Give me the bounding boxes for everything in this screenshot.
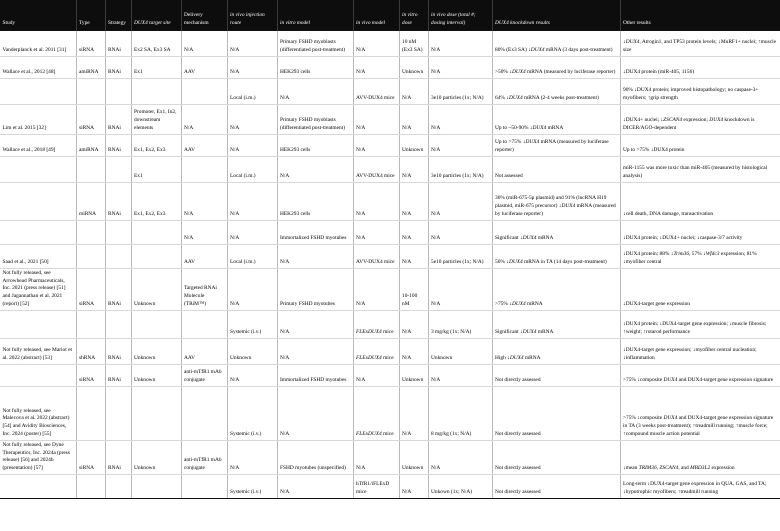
cell-other-results: ↓DUX4 protein (miR-405, 1156) bbox=[620, 57, 780, 79]
cell-knockdown-results: Not directly assessed bbox=[492, 386, 620, 440]
table-row bbox=[0, 245, 780, 269]
cell-injection-route: Systemic (i.v.) bbox=[227, 475, 277, 499]
table-row bbox=[0, 475, 780, 499]
cell-strategy bbox=[105, 221, 131, 245]
cell-in-vivo-dose: N/A bbox=[428, 269, 492, 311]
cell-target-site: Unknown bbox=[131, 269, 181, 311]
cell-in-vitro-dose: N/A bbox=[399, 79, 428, 105]
cell-study bbox=[0, 475, 76, 499]
cell-type: miRNA bbox=[76, 183, 105, 221]
cell-target-site: Ex1, Ex2, Ex3 bbox=[131, 135, 181, 157]
cell-in-vivo-model: N/A bbox=[353, 221, 399, 245]
cell-knockdown-results: High ↓DUX4 mRNA bbox=[492, 338, 620, 364]
cell-in-vitro-dose: N/A bbox=[399, 475, 428, 499]
cell-other-results: ↓DUX4+ nuclei; ↓ZSCAN4 expression; DUX4 knockdown is DICER/AGO-dependent bbox=[620, 105, 780, 135]
cell-in-vitro-model: Primary FSHD myoblasts (differentiated post-treatment) bbox=[277, 105, 353, 135]
cell-strategy: RNAi bbox=[105, 364, 131, 386]
cell-knockdown-results: Not directly assessed bbox=[492, 475, 620, 499]
cell-other-results: ↓mean TRIM36, ZSCAN4, and MBD3L2 expression bbox=[620, 440, 780, 474]
cell-target-site bbox=[131, 386, 181, 440]
cell-delivery: AAV bbox=[181, 338, 227, 364]
column-header-delivery-mechanism: Delivery mechanism bbox=[181, 0, 227, 31]
cell-in-vitro-model: Immortalized FSHD myotubes bbox=[277, 364, 353, 386]
cell-other-results: ↓DUX4 protein; ↓DUX4+ nuclei; ↓caspase-3/7 activity bbox=[620, 221, 780, 245]
cell-type: amiRNA bbox=[76, 57, 105, 79]
cell-in-vivo-dose: N/A bbox=[428, 31, 492, 57]
cell-study bbox=[0, 364, 76, 386]
cell-in-vivo-dose: 3e10 particles (1x; N/A) bbox=[428, 79, 492, 105]
column-header-type: Type bbox=[76, 0, 105, 31]
cell-injection-route: Local (i.m.) bbox=[227, 79, 277, 105]
cell-study: Saad et al., 2021 [50] bbox=[0, 245, 76, 269]
cell-in-vivo-model: AVV-DUX4 mice bbox=[353, 157, 399, 183]
cell-in-vivo-dose: 5e10 particles (1x; N/A) bbox=[428, 245, 492, 269]
table-row bbox=[0, 364, 780, 386]
cell-type bbox=[76, 475, 105, 499]
cell-type bbox=[76, 79, 105, 105]
cell-injection-route: Local (i.m.) bbox=[227, 245, 277, 269]
table-row bbox=[0, 269, 780, 311]
cell-type: shRNA bbox=[76, 338, 105, 364]
column-header-in-vitro-model: in vitro model bbox=[277, 0, 353, 31]
cell-strategy bbox=[105, 245, 131, 269]
column-header-dux4-knockdown-results: DUX4 knockdown results bbox=[492, 0, 620, 31]
cell-in-vitro-dose: N/A bbox=[399, 245, 428, 269]
cell-in-vivo-model: N/A bbox=[353, 440, 399, 474]
cell-type: amiRNA bbox=[76, 135, 105, 157]
cell-delivery: N/A bbox=[181, 105, 227, 135]
cell-type: siRNA bbox=[76, 105, 105, 135]
cell-in-vivo-model: N/A bbox=[353, 364, 399, 386]
table-row bbox=[0, 386, 780, 440]
cell-knockdown-results: Up to >75% ↓DUX4 mRNA (measured by luciferase reporter) bbox=[492, 135, 620, 157]
cell-delivery: AAV bbox=[181, 245, 227, 269]
cell-knockdown-results: Up to ~50-90% ↓DUX4 mRNA bbox=[492, 105, 620, 135]
cell-strategy bbox=[105, 310, 131, 338]
cell-type: siRNA bbox=[76, 364, 105, 386]
table-row bbox=[0, 157, 780, 183]
cell-study: Not fully released, see Malecova et al. 2022 (abstract) [54] and Avidity Biosciences, Inc. 2024 (poster) [55] bbox=[0, 386, 76, 440]
cell-injection-route: N/A bbox=[227, 440, 277, 474]
cell-in-vitro-model: N/A bbox=[277, 338, 353, 364]
column-header-in-vivo-injection-route: in vivo injection route bbox=[227, 0, 277, 31]
cell-study: Not fully released, see Arrowhead Pharmaceuticals, Inc. 2021 (press release) [51] and Jagannathan et al. 2021 (report) [52] bbox=[0, 269, 76, 311]
cell-study: Lim et al. 2015 [32] bbox=[0, 105, 76, 135]
cell-study bbox=[0, 310, 76, 338]
table-row bbox=[0, 310, 780, 338]
cell-injection-route: N/A bbox=[227, 221, 277, 245]
cell-target-site bbox=[131, 221, 181, 245]
cell-in-vivo-dose: Unknown bbox=[428, 338, 492, 364]
cell-study bbox=[0, 221, 76, 245]
column-header-in-vivo-dose: in vivo dose (total #; dosing interval) bbox=[428, 0, 492, 31]
table-row bbox=[0, 79, 780, 105]
cell-target-site: Ex1, Ex2, Ex3 bbox=[131, 183, 181, 221]
cell-other-results: >75% ↓composite DUX4 and DUX4-target gene expression signature bbox=[620, 364, 780, 386]
column-header-other-results: Other results bbox=[620, 0, 780, 31]
cell-in-vivo-dose: Unkown (1x; N/A) bbox=[428, 475, 492, 499]
cell-type: siRNA bbox=[76, 31, 105, 57]
cell-in-vitro-model: HEK293 cells bbox=[277, 135, 353, 157]
cell-knockdown-results: Not directly assessed bbox=[492, 440, 620, 474]
cell-in-vivo-dose: 3e10 particles (1x; N/A) bbox=[428, 157, 492, 183]
cell-in-vivo-model: FLExDUX4 mice bbox=[353, 310, 399, 338]
cell-in-vitro-model: N/A bbox=[277, 245, 353, 269]
cell-injection-route: Systemic (i.v.) bbox=[227, 386, 277, 440]
cell-in-vivo-dose: N/A bbox=[428, 364, 492, 386]
cell-delivery: N/A bbox=[181, 183, 227, 221]
cell-strategy: RNAi bbox=[105, 105, 131, 135]
cell-in-vitro-dose: Unknown bbox=[399, 57, 428, 79]
cell-target-site: Ex1 bbox=[131, 57, 181, 79]
cell-strategy: RNAi bbox=[105, 269, 131, 311]
cell-other-results: ↓cell death, DNA damage, transactivation bbox=[620, 183, 780, 221]
table-row bbox=[0, 440, 780, 474]
cell-knockdown-results: Not assessed bbox=[492, 157, 620, 183]
cell-type: siRNA bbox=[76, 440, 105, 474]
cell-injection-route: Unknown bbox=[227, 338, 277, 364]
cell-strategy bbox=[105, 79, 131, 105]
cell-in-vitro-model: N/A bbox=[277, 157, 353, 183]
cell-in-vivo-model: AVV-DUX4 mice bbox=[353, 79, 399, 105]
cell-target-site bbox=[131, 475, 181, 499]
cell-in-vivo-dose: 3 mg/kg (1x; N/A) bbox=[428, 310, 492, 338]
cell-study: Wallace et al., 2018 [49] bbox=[0, 135, 76, 157]
cell-other-results: Up to >75% ↓DUX4 protein bbox=[620, 135, 780, 157]
cell-in-vitro-dose: 10-100 nM bbox=[399, 269, 428, 311]
cell-in-vitro-model: N/A bbox=[277, 79, 353, 105]
cell-delivery bbox=[181, 310, 227, 338]
cell-other-results: 90% ↓DUX4 protein; improved histopathology; no caspase-3+ myofibers; ↑grip strength bbox=[620, 79, 780, 105]
cell-in-vivo-model: N/A bbox=[353, 31, 399, 57]
cell-type bbox=[76, 386, 105, 440]
cell-knockdown-results: >50% ↓DUX4 mRNA (measured by luciferase reporter) bbox=[492, 57, 620, 79]
cell-in-vitro-dose: N/A bbox=[399, 338, 428, 364]
cell-strategy: RNAi bbox=[105, 135, 131, 157]
cell-target-site bbox=[131, 79, 181, 105]
cell-in-vitro-dose: N/A bbox=[399, 183, 428, 221]
table-header bbox=[0, 0, 780, 31]
cell-delivery: Targeted RNAi Molecule (TRiM™) bbox=[181, 269, 227, 311]
cell-in-vitro-dose: N/A bbox=[399, 105, 428, 135]
cell-target-site bbox=[131, 310, 181, 338]
cell-in-vitro-model: N/A bbox=[277, 475, 353, 499]
cell-type bbox=[76, 310, 105, 338]
cell-delivery: anti-mTfR1 mAb conjugate bbox=[181, 364, 227, 386]
cell-target-site bbox=[131, 245, 181, 269]
table-row bbox=[0, 338, 780, 364]
cell-injection-route: N/A bbox=[227, 57, 277, 79]
cell-strategy bbox=[105, 386, 131, 440]
cell-knockdown-results: >75% ↓DUX4 mRNA bbox=[492, 269, 620, 311]
table-body bbox=[0, 31, 780, 499]
cell-in-vitro-model: HEK293 cells bbox=[277, 57, 353, 79]
cell-in-vivo-dose: N/A bbox=[428, 57, 492, 79]
cell-delivery: N/A bbox=[181, 31, 227, 57]
cell-study: Vanderplanck et al. 2011 [31] bbox=[0, 31, 76, 57]
cell-injection-route: N/A bbox=[227, 364, 277, 386]
cell-strategy bbox=[105, 475, 131, 499]
cell-other-results: ↓DUX4 protein; 88% ↓Trim36, 57% ↓Wfdc3 expression; 81% ↓myofiber central bbox=[620, 245, 780, 269]
table-row bbox=[0, 105, 780, 135]
cell-type: siRNA bbox=[76, 269, 105, 311]
cell-in-vitro-dose: Unknown bbox=[399, 440, 428, 474]
cell-injection-route: N/A bbox=[227, 183, 277, 221]
table-header-row bbox=[0, 0, 780, 31]
cell-target-site: Ex2 SA, Ex3 SA bbox=[131, 31, 181, 57]
cell-target-site: Unknown bbox=[131, 440, 181, 474]
cell-other-results: ↓DUX4-target gene expression; ↓myofiber central nucleation; ↓inflammation bbox=[620, 338, 780, 364]
cell-other-results: >75% ↓composite DUX4 and DUX4-target gene expression signature in TA (3 weeks post-treatment); ↑treadmill running; ↑muscle force; ↑compound muscle action potential bbox=[620, 386, 780, 440]
table-row bbox=[0, 31, 780, 57]
column-header-dux4-target-site: DUX4 target site bbox=[131, 0, 181, 31]
cell-other-results: ↓DUX4, Atrogin1, and TP53 protein levels; ↓MuRF1+ nuclei; ↑muscle size bbox=[620, 31, 780, 57]
cell-type bbox=[76, 221, 105, 245]
cell-in-vitro-model: FSHD myotubes (unspecified) bbox=[277, 440, 353, 474]
cell-strategy bbox=[105, 157, 131, 183]
cell-knockdown-results: 64% ↓DUX4 mRNA (2-4 weeks post-treatment) bbox=[492, 79, 620, 105]
cell-study bbox=[0, 183, 76, 221]
cell-study: Not fully released, see Mariot et al. 2022 (abstract) [53] bbox=[0, 338, 76, 364]
cell-strategy: RNAi bbox=[105, 440, 131, 474]
cell-in-vivo-model: FLExDUX4 mice bbox=[353, 386, 399, 440]
table-row bbox=[0, 221, 780, 245]
column-header-study: Study bbox=[0, 0, 76, 31]
cell-delivery bbox=[181, 475, 227, 499]
cell-target-site: Promoter, Ex1, In2, downstream elements bbox=[131, 105, 181, 135]
cell-injection-route: Systemic (i.v.) bbox=[227, 310, 277, 338]
cell-in-vitro-dose: N/A bbox=[399, 310, 428, 338]
cell-delivery: AAV bbox=[181, 135, 227, 157]
cell-other-results: ↓DUX4 protein; ↓DUX4-target gene expression; ↓muscle fibrosis; ↑weight; ↑rotarod performance bbox=[620, 310, 780, 338]
cell-target-site: Ex1 bbox=[131, 157, 181, 183]
cell-strategy: RNAi bbox=[105, 338, 131, 364]
cell-delivery bbox=[181, 386, 227, 440]
cell-in-vivo-model: AVV-DUX4 mice bbox=[353, 245, 399, 269]
cell-in-vivo-model: N/A bbox=[353, 269, 399, 311]
cell-in-vivo-model: N/A bbox=[353, 105, 399, 135]
cell-knockdown-results: Significant ↓DUX4 mRNA bbox=[492, 221, 620, 245]
column-header-in-vivo-model: in vivo model bbox=[353, 0, 399, 31]
cell-in-vivo-dose: 8 mg/kg (1x; N/A) bbox=[428, 386, 492, 440]
cell-delivery: N/A bbox=[181, 221, 227, 245]
cell-in-vivo-model: FLExDUX4 mice bbox=[353, 338, 399, 364]
cell-injection-route: N/A bbox=[227, 135, 277, 157]
cell-knockdown-results: 36% (miR-675-5p plasmid) and 91% (lncRNA H19 plasmid, miR-675 precursor) ↓DUX4 mRNA (measured by luciferase reporter) bbox=[492, 183, 620, 221]
cell-study: Not fully released, see Dyne Therapeutics, Inc. 2024a (press release) [56] and 2024b (presentation) [57] bbox=[0, 440, 76, 474]
cell-in-vitro-dose: N/A bbox=[399, 157, 428, 183]
table-row bbox=[0, 135, 780, 157]
cell-in-vivo-model: N/A bbox=[353, 57, 399, 79]
cell-knockdown-results: 56% ↓DUX4 mRNA in TA (14 days post-treatment) bbox=[492, 245, 620, 269]
cell-study bbox=[0, 157, 76, 183]
cell-knockdown-results: 80% (Ex3 SA) ↓DUX4 mRNA (3 days post-treatment) bbox=[492, 31, 620, 57]
cell-in-vitro-model: Primary FSHD myotubes bbox=[277, 269, 353, 311]
cell-other-results: miR-1155 was more toxic than miR-405 (measured by histological analysis) bbox=[620, 157, 780, 183]
cell-delivery bbox=[181, 157, 227, 183]
cell-strategy: RNAi bbox=[105, 183, 131, 221]
cell-knockdown-results: Significant ↓DUX4 mRNA bbox=[492, 310, 620, 338]
cell-injection-route: N/A bbox=[227, 269, 277, 311]
cell-target-site: Unknown bbox=[131, 338, 181, 364]
cell-injection-route: N/A bbox=[227, 31, 277, 57]
column-header-in-vitro-dose: in vitro dose bbox=[399, 0, 428, 31]
cell-study: Wallace et al., 2012 [48] bbox=[0, 57, 76, 79]
cell-in-vivo-dose: N/A bbox=[428, 183, 492, 221]
cell-in-vivo-dose: N/A bbox=[428, 221, 492, 245]
cell-in-vivo-model: N/A bbox=[353, 183, 399, 221]
cell-injection-route: Local (i.m.) bbox=[227, 157, 277, 183]
cell-injection-route: N/A bbox=[227, 105, 277, 135]
cell-type bbox=[76, 245, 105, 269]
cell-in-vivo-model: N/A bbox=[353, 135, 399, 157]
cell-type bbox=[76, 157, 105, 183]
cell-study bbox=[0, 79, 76, 105]
cell-in-vitro-model: HEK293 cells bbox=[277, 183, 353, 221]
cell-in-vitro-model: N/A bbox=[277, 386, 353, 440]
cell-in-vitro-dose: N/A bbox=[399, 221, 428, 245]
cell-delivery bbox=[181, 79, 227, 105]
table-row bbox=[0, 57, 780, 79]
table-row bbox=[0, 183, 780, 221]
cell-delivery: anti-mTfR1 mAb conjugate bbox=[181, 440, 227, 474]
cell-in-vivo-dose: N/A bbox=[428, 135, 492, 157]
cell-in-vitro-dose: Unknown bbox=[399, 135, 428, 157]
cell-in-vivo-dose: N/A bbox=[428, 440, 492, 474]
cell-in-vitro-model: Immortalized FSHD myotubes bbox=[277, 221, 353, 245]
cell-other-results: ↓DUX4-target gene expression bbox=[620, 269, 780, 311]
cell-strategy: RNAi bbox=[105, 57, 131, 79]
cell-in-vitro-dose: N/A bbox=[399, 386, 428, 440]
cell-in-vitro-dose: 10 nM (Ex3 SA) bbox=[399, 31, 428, 57]
cell-in-vivo-model: hTfR1/iFLExD mice bbox=[353, 475, 399, 499]
cell-in-vitro-dose: Unknown bbox=[399, 364, 428, 386]
cell-in-vitro-model: Primary FSHD myoblasts (differentiated post-treatment) bbox=[277, 31, 353, 57]
cell-delivery: AAV bbox=[181, 57, 227, 79]
cell-in-vivo-dose: N/A bbox=[428, 105, 492, 135]
cell-in-vitro-model: N/A bbox=[277, 310, 353, 338]
cell-strategy: RNAi bbox=[105, 31, 131, 57]
column-header-strategy: Strategy bbox=[105, 0, 131, 31]
cell-knockdown-results: Not directly assessed bbox=[492, 364, 620, 386]
cell-target-site: Unknown bbox=[131, 364, 181, 386]
cell-other-results: Long-term ↓DUX4-target gene expression in QUA, GAS, and TA; ↓hypotrophic myofibers; ↑treadmill running bbox=[620, 475, 780, 499]
